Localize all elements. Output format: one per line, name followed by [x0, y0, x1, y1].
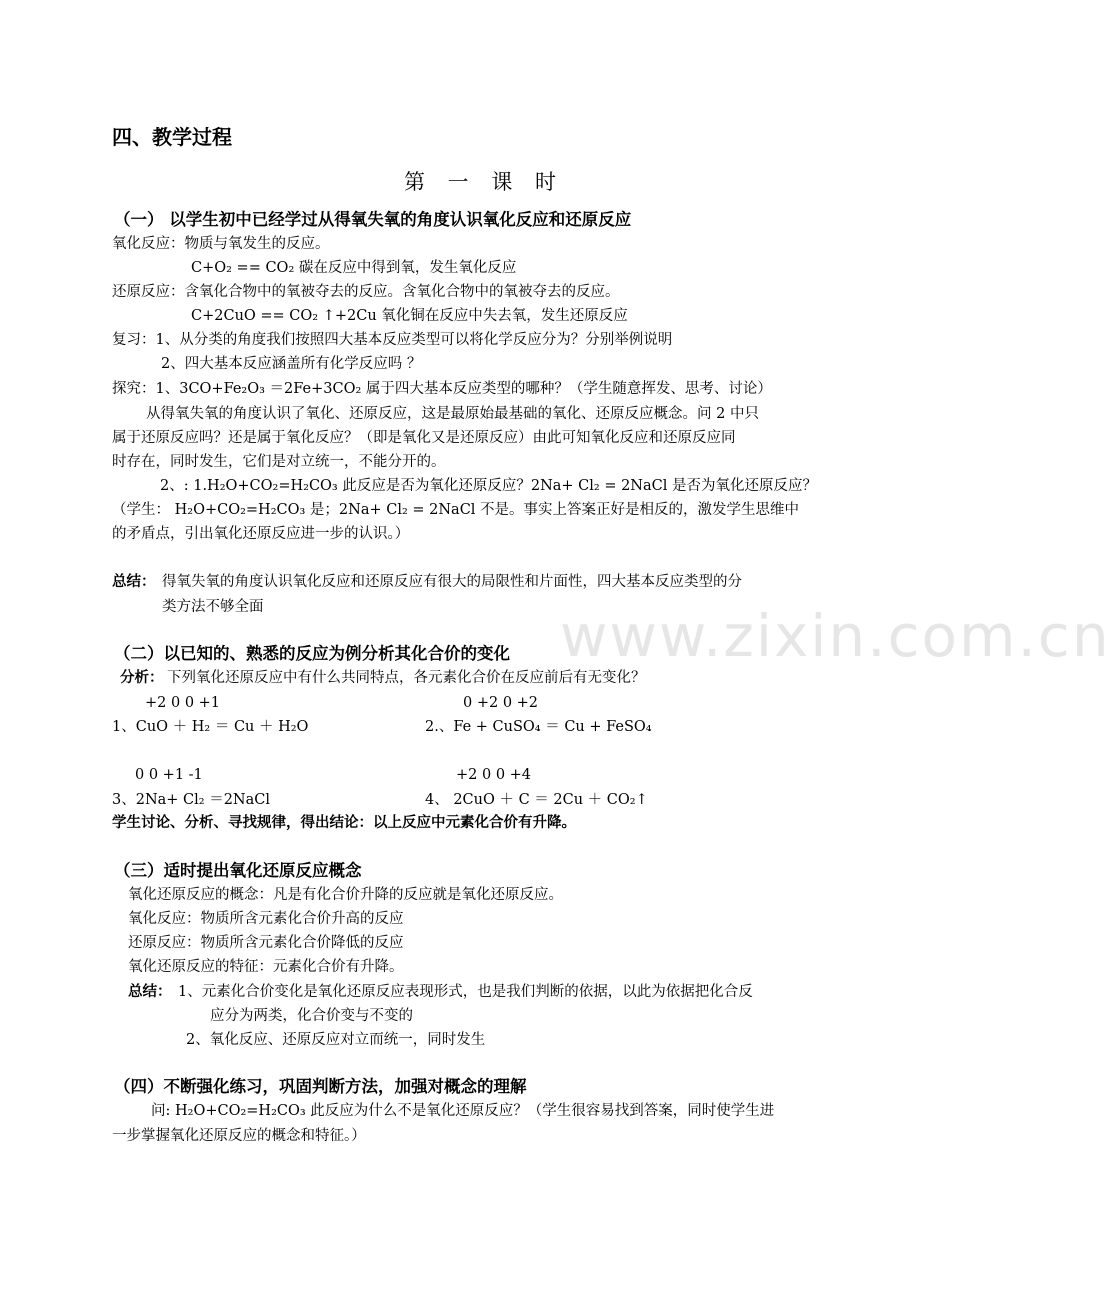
part3-summary-line: 2、氧化反应、还原反应对立而统一，同时发生 — [186, 1032, 486, 1048]
part3-summary-label: 总结： — [128, 984, 172, 1000]
part1-summary-label: 总结： — [112, 574, 156, 590]
part1-line: 属于还原反应吗？还是属于氧化反应？（即是氧化又是还原反应）由此可知氧化反应和还原反应同 — [112, 430, 736, 446]
part3-line: 氧化反应：物质所含元素化合价升高的反应 — [128, 911, 404, 927]
part1-summary-line: 类方法不够全面 — [162, 599, 264, 615]
part1-line: （学生： H₂O+CO₂=H₂CO₃ 是；2Na+ Cl₂ = 2NaCl 不是。事实上答案正好是相反的，激发学生思维中 — [112, 502, 800, 518]
part3-heading: （三）适时提出氧化还原反应概念 — [114, 861, 362, 880]
part2-conclusion: 学生讨论、分析、寻找规律，得出结论：以上反应中元素化合价有升降。 — [112, 815, 576, 831]
part4-line: 一步掌握氧化还原反应的概念和特征。） — [112, 1128, 366, 1144]
equation: 1、CuO ＋ H₂ ＝ Cu ＋ H₂O — [112, 719, 309, 735]
equation: 4、 2CuO ＋ C ＝ 2Cu ＋ CO₂↑ — [425, 792, 648, 808]
part1-line: C+O₂ == CO₂ 碳在反应中得到氧，发生氧化反应 — [191, 260, 517, 276]
watermark: www.zixin.com.cn — [560, 602, 1111, 670]
part3-line: 氧化还原反应的特征：元素化合价有升降。 — [128, 959, 404, 975]
part2-analysis-text: 下列氧化还原反应中有什么共同特点，各元素化合价在反应前后有无变化？ — [167, 670, 646, 686]
part1-heading: （一） 以学生初中已经学过从得氧失氧的角度认识氧化反应和还原反应 — [114, 210, 632, 229]
section-title: 四、教学过程 — [112, 125, 232, 149]
part2-analysis-label: 分析： — [120, 670, 164, 686]
part1-line: 氧化反应：物质与氧发生的反应。 — [112, 236, 330, 252]
part1-line: 还原反应：含氧化合物中的氧被夺去的反应。含氧化合物中的氧被夺去的反应。 — [112, 284, 620, 300]
part3-line: 氧化还原反应的概念：凡是有化合价升降的反应就是氧化还原反应。 — [128, 887, 563, 903]
part4-line: 问: H₂O+CO₂=H₂CO₃ 此反应为什么不是氧化还原反应？（学生很容易找到答案，同时使学生进 — [151, 1103, 775, 1119]
part1-summary-line: 得氧失氧的角度认识氧化反应和还原反应有很大的局限性和片面性，四大基本反应类型的分 — [162, 574, 742, 590]
part2-heading: （二）以已知的、熟悉的反应为例分析其化合价的变化 — [114, 644, 510, 663]
part1-line: 2、四大基本反应涵盖所有化学反应吗 ？ — [161, 356, 422, 372]
part3-line: 还原反应：物质所含元素化合价降低的反应 — [128, 935, 404, 951]
part1-line: 探究：1、3CO+Fe₂O₃ ＝2Fe+3CO₂ 属于四大基本反应类型的哪种？（学生随意挥发、思考、讨论） — [112, 381, 772, 397]
lesson-title: 第 一 课 时 — [404, 170, 565, 194]
part3-summary-line: 1、元素化合价变化是氧化还原反应表现形式，也是我们判断的依据，以此为依据把化合反 — [178, 984, 753, 1000]
valence-row: 0 0 +1 -1 — [135, 767, 203, 783]
part1-line: 从得氧失氧的角度认识了氧化、还原反应，这是最原始最基础的氧化、还原反应概念。问 2 中只 — [146, 406, 759, 422]
part3-summary-line: 应分为两类，化合价变与不变的 — [210, 1008, 413, 1024]
valence-row: +2 0 0 +4 — [456, 767, 532, 783]
valence-row: 0 +2 0 +2 — [463, 695, 539, 711]
part4-heading: （四）不断强化练习，巩固判断方法，加强对概念的理解 — [114, 1077, 527, 1096]
part1-line: 时存在，同时发生，它们是对立统一，不能分开的。 — [112, 454, 446, 470]
part1-line: C+2CuO == CO₂ ↑+2Cu 氧化铜在反应中失去氧，发生还原反应 — [191, 308, 628, 324]
equation: 2.、Fe + CuSO₄ ＝ Cu + FeSO₄ — [425, 719, 652, 735]
part1-line: 复习：1、从分类的角度我们按照四大基本反应类型可以将化学反应分为？分别举例说明 — [112, 332, 673, 348]
valence-row: +2 0 0 +1 — [145, 695, 221, 711]
equation: 3、2Na+ Cl₂ ＝2NaCl — [112, 792, 270, 808]
part1-line: 2、: 1.H₂O+CO₂=H₂CO₃ 此反应是否为氧化还原反应？2Na+ Cl₂ = 2NaCl 是否为氧化还原反应？ — [160, 478, 817, 494]
part1-line: 的矛盾点，引出氧化还原反应进一步的认识。） — [112, 526, 410, 542]
